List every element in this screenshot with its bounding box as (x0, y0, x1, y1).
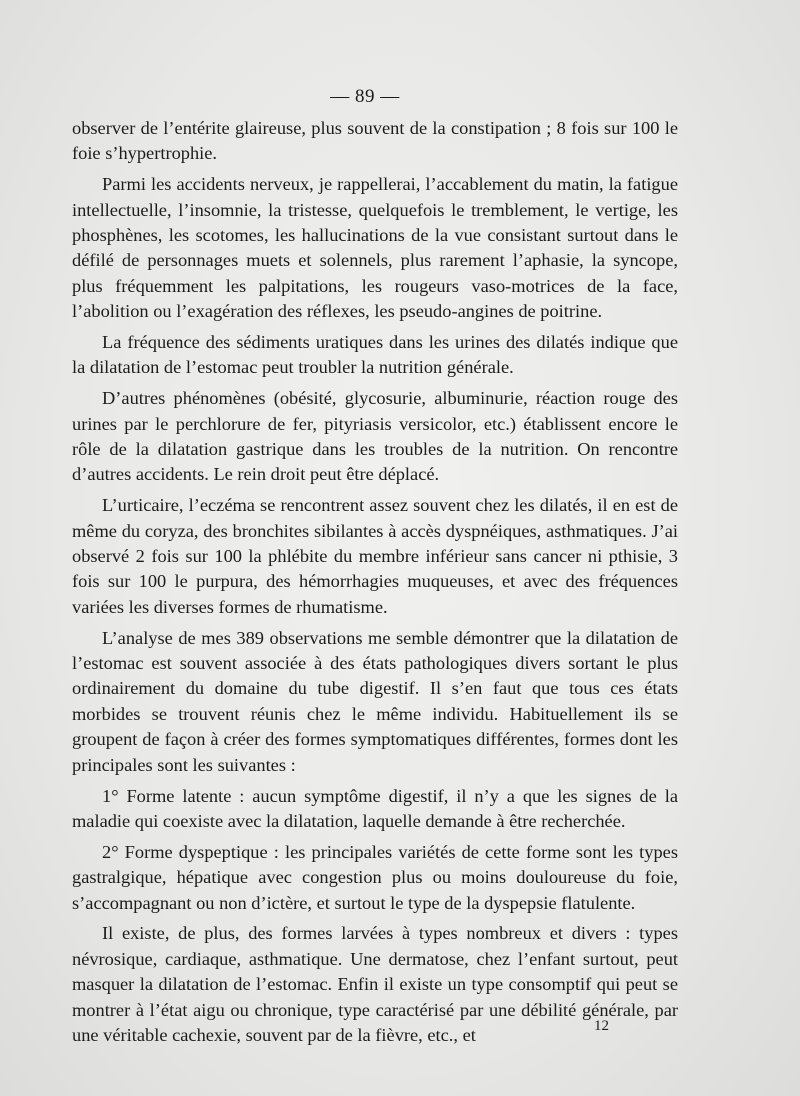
paragraph-uratic-sediments: La fréquence des sédiments uratiques dans les urines des dilatés indique que la dilatation de l’estomac peut troubler la nutrition générale. (72, 332, 678, 378)
body-text (72, 116, 678, 1054)
paragraph-other-phenomena: D’autres phénomènes (obésité, glycosurie, albuminurie, réaction rouge des urines par le perchlorure de fer, pityriasis versicolor, etc.) établissent encore le rôle de la dilatation gastrique dans les troubles de la nutrition. On rencontre d’autres accidents. Le rein droit peut être déplacé. (72, 388, 678, 485)
page-number: — 89 — (330, 86, 400, 107)
paragraph-larval-forms: Il existe, de plus, des formes larvées à types nombreux et divers : types névrosique, cardiaque, asthmatique. Une dermatose, chez l’enfant surtout, peut masquer la dilatation de l’estomac. Enfin il existe un type consomptif qui peut se montrer à l’état aigu ou chronique, type caractérisé par une débilité générale, par une véritable cachexie, souvent par de la fièvre, etc., et (72, 923, 678, 1045)
paragraph-latent-form: 1° Forme latente : aucun symptôme digestif, il n’y a que les signes de la maladie qui coexiste avec la dilatation, laquelle demande à être recherchée. (72, 785, 678, 831)
paragraph-nervous-accidents: Parmi les accidents nerveux, je rappellerai, l’accablement du matin, la fatigue intellectuelle, l’insomnie, la tristesse, quelquefois le tremblement, le vertige, les phosphènes, les scotomes, les hallucinations de la vue consistant surtout dans le défilé de personnages muets et solennels, plus rarement l’aphasie, la syncope, plus fréquemment les palpitations, les rougeurs vaso-motrices de la face, l’abolition ou l’exagération des réflexes, les pseudo-angines de poitrine. (72, 174, 678, 322)
paragraph-continuation: observer de l’entérite glaireuse, plus souvent de la constipation ; 8 fois sur 100 le foie s’hypertrophie. (72, 118, 678, 164)
paragraph-urticaria: L’urticaire, l’eczéma se rencontrent assez souvent chez les dilatés, il en est de même du coryza, des bronchites sibilantes à accès dyspnéiques, asthmatiques. J’ai observé 2 fois sur 100 la phlébite du membre inférieur sans cancer ni pthisie, 3 fois sur 100 le purpura, des hémorrhagies muqueuses, et avec des fréquences variées les diverses formes de rhumatisme. (72, 495, 678, 617)
paragraph-dyspeptic-form: 2° Forme dyspeptique : les principales variétés de cette forme sont les types gastralgique, hépatique avec congestion plus ou moins douloureuse du foie, s’accompagnant ou non d’ictère, et surtout le type de la dyspepsie flatulente. (72, 841, 678, 913)
signature-mark: 12 (594, 1018, 609, 1034)
paragraph-analysis: L’analyse de mes 389 observations me semble démontrer que la dilatation de l’estomac est souvent associée à des états pathologiques divers sortant le plus ordinairement du domaine du tube digestif. Il s’en faut que tous ces états morbides se trouvent réunis chez le même individu. Habituellement ils se groupent de façon à créer des formes symptomatiques différentes, formes dont les principales sont les suivantes : (72, 627, 678, 775)
